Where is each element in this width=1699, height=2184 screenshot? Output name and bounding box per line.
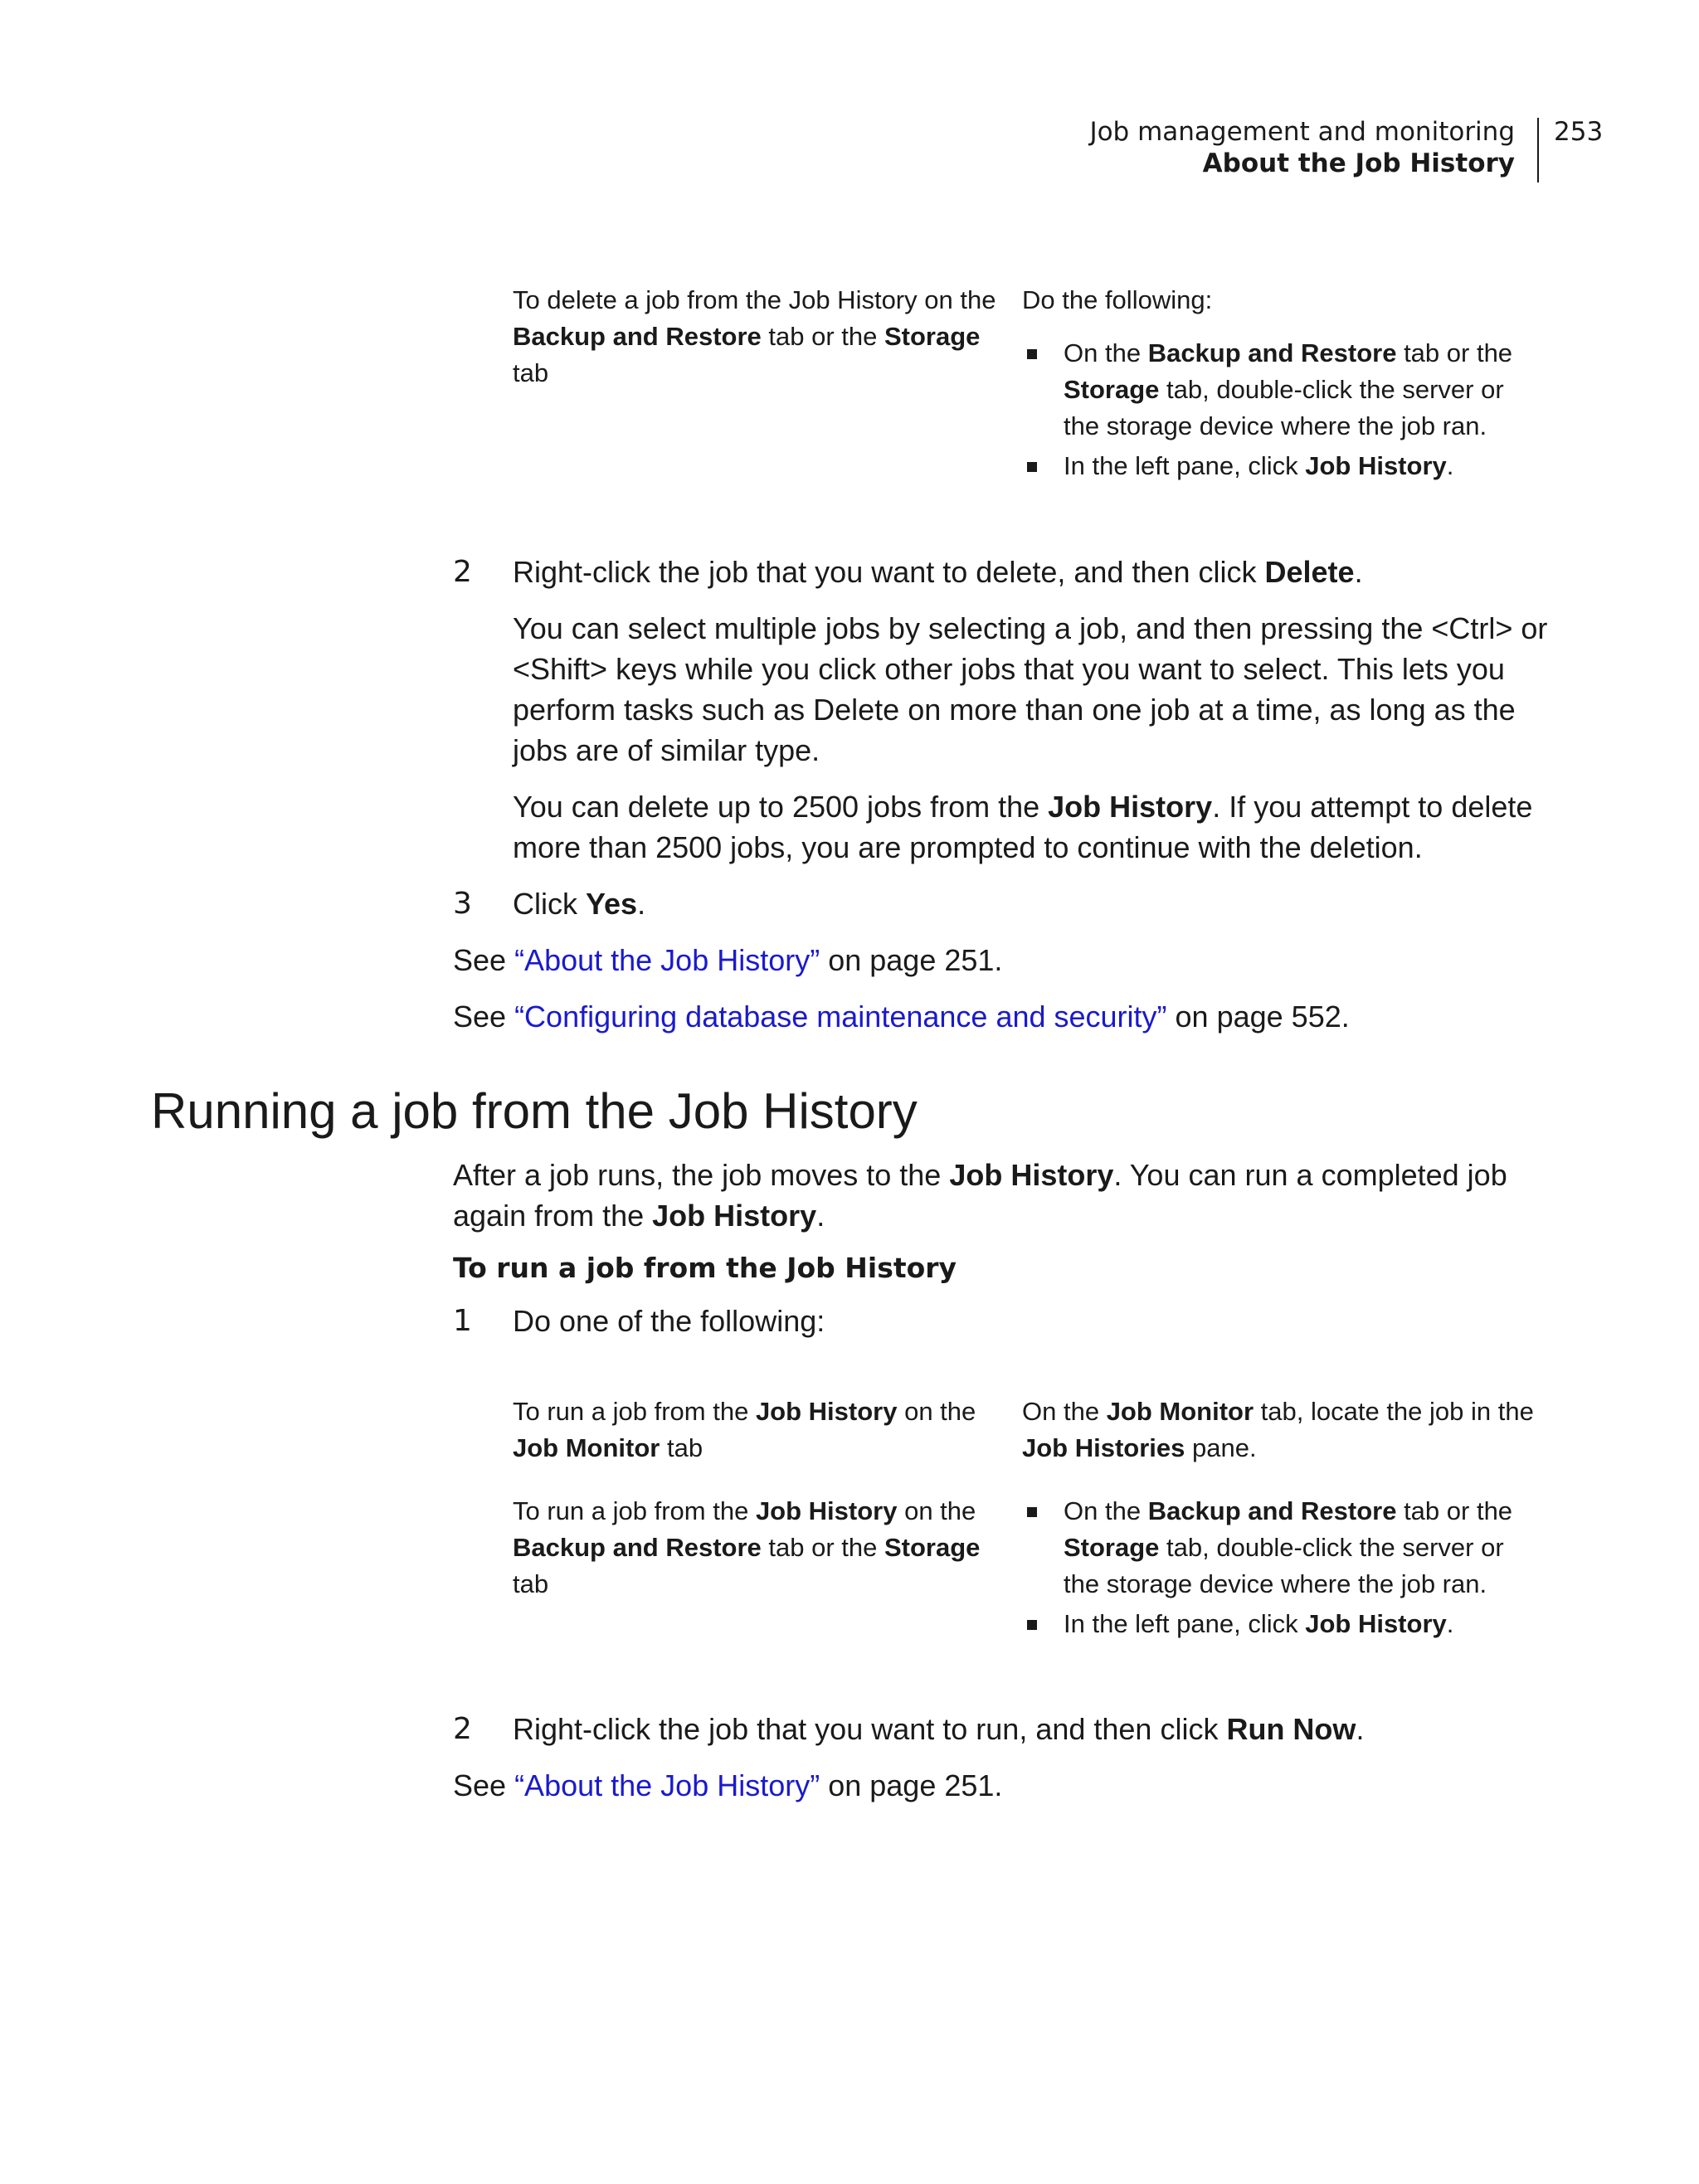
table-row bbox=[513, 1394, 1541, 1467]
table-cell-action bbox=[1022, 282, 1541, 484]
list-item: In the left pane, click Job History. bbox=[1022, 448, 1541, 484]
step-3: 3 Click Yes. bbox=[453, 883, 1548, 924]
bullet-square-icon bbox=[1027, 462, 1037, 472]
see-also: See “Configuring database maintenance and security” on page 552. bbox=[453, 1000, 1350, 1034]
procedure-title: To run a job from the Job History bbox=[453, 1252, 957, 1284]
table-row bbox=[513, 282, 1541, 484]
running-header bbox=[1089, 116, 1515, 179]
table-cell-condition: To run a job from the Job History on the Job Monitor tab bbox=[513, 1397, 976, 1462]
run-job-section bbox=[453, 1155, 1548, 1341]
step-2-note-multiple: You can select multiple jobs by selecting a job, and then pressing the <Ctrl> or <Shift> keys while you click other jobs that you want to select. This lets you perform tasks such as Delete on more than one job at a time, as long as the jobs are of similar type. bbox=[513, 611, 1548, 767]
list-item: On the Backup and Restore tab or the Storage tab, double-click the server or the storage device where the job ran. bbox=[1022, 335, 1541, 445]
step-number: 1 bbox=[453, 1304, 472, 1338]
step-number: 2 bbox=[453, 1712, 472, 1746]
table-cell-condition: To delete a job from the Job History on the Backup and Restore tab or the Storage tab bbox=[513, 285, 996, 387]
header-section: About the Job History bbox=[1202, 148, 1515, 178]
step-2: 2 Right-click the job that you want to delete, and then click Delete. bbox=[453, 552, 1548, 592]
section-heading: Running a job from the Job History bbox=[151, 1083, 918, 1139]
step-number: 2 bbox=[453, 555, 472, 589]
run-options-table bbox=[513, 1394, 1541, 1642]
see-also: See “About the Job History” on page 251. bbox=[453, 943, 1003, 977]
see-also: See “About the Job History” on page 251. bbox=[453, 1768, 1003, 1802]
step-1: 1 Do one of the following: bbox=[453, 1301, 1548, 1341]
action-intro: Do the following: bbox=[1022, 285, 1213, 314]
section-intro: After a job runs, the job moves to the Job History. You can run a completed job again from the Job History. bbox=[453, 1158, 1507, 1233]
bullet-square-icon bbox=[1027, 1507, 1037, 1517]
bullet-square-icon bbox=[1027, 349, 1037, 359]
table-cell-action bbox=[1022, 1493, 1541, 1642]
step-2: 2 Right-click the job that you want to run, and then click Run Now. bbox=[453, 1709, 1548, 1749]
bullet-square-icon bbox=[1027, 1620, 1037, 1630]
list-item: In the left pane, click Job History. bbox=[1022, 1606, 1541, 1642]
link-about-job-history[interactable]: “About the Job History” bbox=[514, 1768, 820, 1802]
list-item: On the Backup and Restore tab or the Storage tab, double-click the server or the storage device where the job ran. bbox=[1022, 1493, 1541, 1603]
table-row bbox=[513, 1493, 1541, 1642]
table-cell-condition: To run a job from the Job History on the Backup and Restore tab or the Storage tab bbox=[513, 1496, 981, 1598]
link-about-job-history[interactable]: “About the Job History” bbox=[514, 943, 820, 977]
delete-options-table bbox=[513, 282, 1541, 484]
step-2-note-limit: You can delete up to 2500 jobs from the Job History. If you attempt to delete more than 2500 jobs, you are prompted to continue with the deletion. bbox=[513, 790, 1533, 864]
header-chapter: Job management and monitoring bbox=[1089, 117, 1515, 147]
step-number: 3 bbox=[453, 887, 472, 921]
delete-steps bbox=[453, 552, 1548, 1037]
page-number: 253 bbox=[1554, 117, 1604, 147]
header-divider bbox=[1537, 118, 1539, 182]
link-configuring-database[interactable]: “Configuring database maintenance and security” bbox=[514, 1000, 1167, 1034]
table-cell-action: On the Job Monitor tab, locate the job in the Job Histories pane. bbox=[1022, 1397, 1534, 1462]
run-steps bbox=[453, 1709, 1548, 1806]
